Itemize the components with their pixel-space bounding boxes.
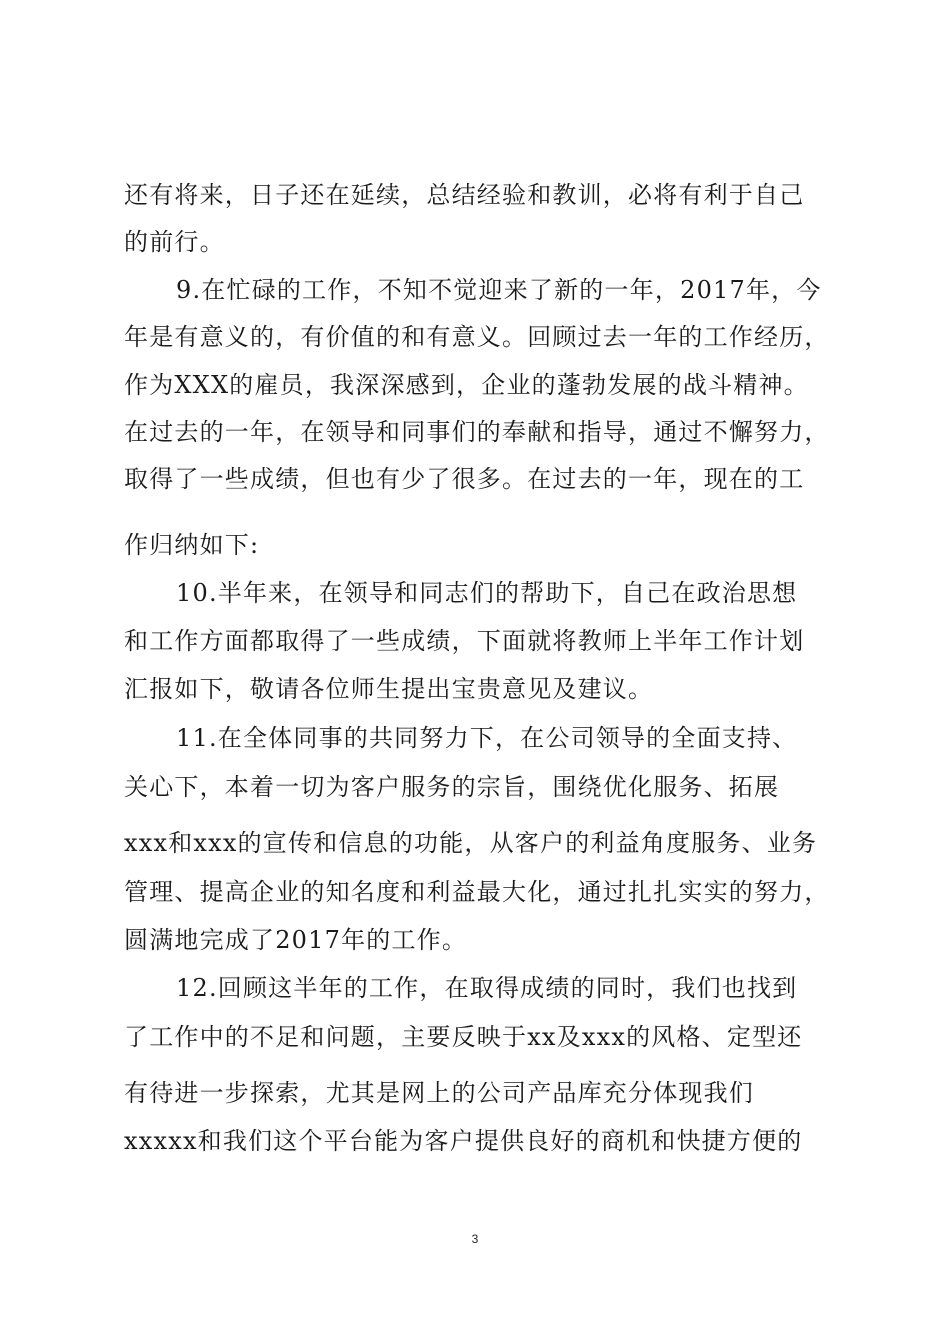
text-line: 年是有意义的，有价值的和有意义。回顾过去一年的工作经历， bbox=[124, 323, 830, 351]
text-line: 的前行。 bbox=[124, 228, 225, 256]
text-line: 在过去的一年，在领导和同事们的奉献和指导，通过不懈努力， bbox=[124, 418, 830, 446]
text-line: 管理、提高企业的知名度和利益最大化，通过扎扎实实的努力， bbox=[124, 878, 830, 906]
text-line: 了工作中的不足和问题，主要反映于xx及xxx的风格、定型还 bbox=[124, 1023, 803, 1051]
text-line: xxx和xxx的宣传和信息的功能，从客户的利益角度服务、业务 bbox=[124, 829, 818, 857]
text-line: 有待进一步探索，尤其是网上的公司产品库充分体现我们 bbox=[124, 1079, 754, 1107]
text-line: 圆满地完成了2017年的工作。 bbox=[124, 926, 468, 954]
page-number: 3 bbox=[471, 1232, 479, 1246]
text-line: xxxxx和我们这个平台能为客户提供良好的商机和快捷方便的 bbox=[124, 1127, 803, 1155]
text-line: 和工作方面都取得了一些成绩，下面就将教师上半年工作计划 bbox=[124, 627, 805, 655]
text-line: 汇报如下，敬请各位师生提出宝贵意见及建议。 bbox=[124, 675, 654, 703]
paragraph-10-start: 10.半年来，在领导和同志们的帮助下，自己在政治思想 bbox=[176, 579, 798, 607]
paragraph-12-start: 12.回顾这半年的工作，在取得成绩的同时，我们也找到 bbox=[176, 974, 798, 1002]
text-line: 关心下，本着一切为客户服务的宗旨，围绕优化服务、拓展 bbox=[124, 773, 780, 801]
text-line: 取得了一些成绩，但也有少了很多。在过去的一年，现在的工 bbox=[124, 465, 805, 493]
text-line: 作为XXX的雇员，我深深感到，企业的蓬勃发展的战斗精神。 bbox=[124, 371, 809, 399]
paragraph-11-start: 11.在全体同事的共同努力下，在公司领导的全面支持、 bbox=[176, 724, 798, 752]
paragraph-9-start: 9.在忙碌的工作，不知不觉迎来了新的一年，2017年，今 bbox=[176, 276, 822, 304]
text-line: 还有将来，日子还在延续，总结经验和教训，必将有利于自己 bbox=[124, 181, 805, 209]
text-line: 作归纳如下: bbox=[124, 531, 260, 559]
